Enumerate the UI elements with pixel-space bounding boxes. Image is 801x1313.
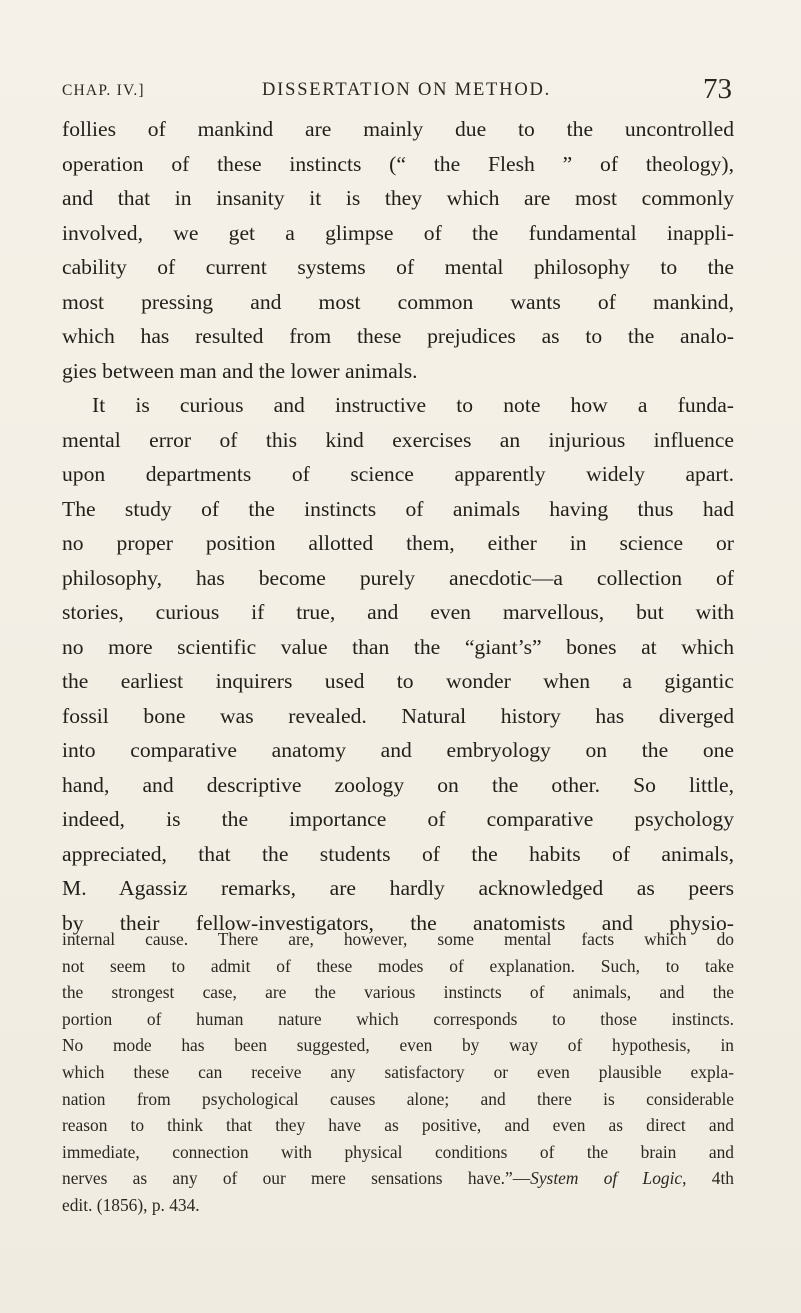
text-line: by their fellow-investigators, the anatomists and physio- <box>62 910 734 935</box>
text-line: no more scientific value than the “giant’s” bones at which <box>62 634 734 659</box>
text-line: gies between man and the lower animals. <box>62 358 418 383</box>
text-line: fossil bone was revealed. Natural history has diverged <box>62 703 734 728</box>
footnote-citation-line <box>62 1165 734 1192</box>
text-line: into comparative anatomy and embryology on the one <box>62 738 734 762</box>
text-line: the earliest inquirers used to wonder when a gigantic <box>62 669 734 693</box>
footnote-line: the strongest case, are the various instincts of animals, and the <box>62 982 734 1003</box>
main-text <box>62 112 734 940</box>
citation-edition: edit. (1856), p. 434. <box>62 1194 200 1215</box>
text-line: appreciated, that the students of the habits of animals, <box>62 841 734 866</box>
citation-trail: , 4th <box>682 1168 734 1189</box>
text-line: most pressing and most common wants of mankind, <box>62 289 734 314</box>
running-title: DISSERTATION ON METHOD. <box>262 80 552 100</box>
footnote-line: portion of human nature which corresponds to those instincts. <box>62 1008 734 1029</box>
text-line: upon departments of science apparently widely apart. <box>62 462 734 486</box>
footnote-line: nation from psychological causes alone; and there is considerable <box>62 1088 734 1109</box>
text-line: and that in insanity it is they which are most commonly <box>62 186 734 210</box>
footnote-line: reason to think that they have as positive, and even as direct and <box>62 1115 734 1136</box>
citation-work-title: System of Logic <box>530 1168 683 1189</box>
chapter-label: CHAP. IV.] <box>62 82 145 99</box>
text-line: follies of mankind are mainly due to the uncontrolled <box>62 117 734 141</box>
text-line: indeed, is the importance of comparative psychology <box>62 807 734 831</box>
text-line: operation of these instincts (“ the Flesh ” of theology), <box>62 151 734 176</box>
page-number: 73 <box>703 73 732 105</box>
running-header <box>62 70 734 106</box>
text-line: M. Agassiz remarks, are hardly acknowledged as peers <box>62 876 734 900</box>
text-line: which has resulted from these prejudices as to the analo- <box>62 324 734 348</box>
footnote-line: No mode has been suggested, even by way of hypothesis, in <box>62 1035 734 1056</box>
text-line: stories, curious if true, and even marvellous, but with <box>62 600 734 624</box>
footnote-line: not seem to admit of these modes of explanation. Such, to take <box>62 955 734 976</box>
text-line: The study of the instincts of animals having thus had <box>62 496 734 521</box>
footnote-line: which these can receive any satisfactory or even plausible expla- <box>62 1061 734 1082</box>
text-line: hand, and descriptive zoology on the other. So little, <box>62 772 734 797</box>
text-line: It is curious and instructive to note how a funda- <box>92 393 734 417</box>
footnote <box>62 926 734 1219</box>
footnote-line: internal cause. There are, however, some mental facts which do <box>62 929 734 949</box>
text-line: no proper position allotted them, either in science or <box>62 531 734 555</box>
citation-lead: nerves as any of our mere sensations have.”— <box>62 1168 531 1189</box>
footnote-line: immediate, connection with physical conditions of the brain and <box>62 1141 734 1162</box>
text-line: involved, we get a glimpse of the fundamental inappli- <box>62 220 734 245</box>
text-line: mental error of this kind exercises an injurious influence <box>62 427 734 452</box>
text-line: philosophy, has become purely anecdotic—a collection of <box>62 565 734 590</box>
text-line: cability of current systems of mental philosophy to the <box>62 255 734 279</box>
